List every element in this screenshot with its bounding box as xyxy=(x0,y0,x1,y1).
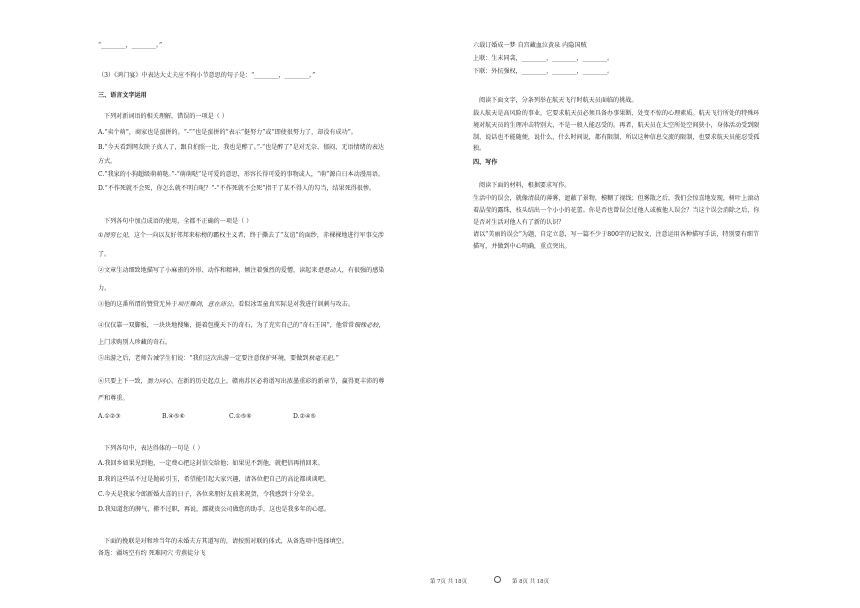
idiom: 秋毫无犯 xyxy=(308,355,333,362)
q3-option-c: C.今天是我家令郎新婚大喜的日子，各位来朋好友前来祝贺，令我感到十分荣幸。 xyxy=(98,491,318,498)
writing-requirement: 请以“美丽的误会”为题，自定立意，写一篇不少于800字的记叙文，注意运用各种描写手法，特别要有细节 xyxy=(473,231,759,238)
page-number-left: 第 7页 共 18页 xyxy=(430,579,467,585)
q2-item-6: ⑥只要上下一致，勠力同心，在新的历史起点上，赣南苏区必将谱写出浓墨重彩的新章节，赢得更丰沛的尊 xyxy=(98,378,385,385)
q1-option-d: D.“不作死就不会死，你怎么就不明白呢？”-“不作死就不会死”指干了某不得人的勾当，结果死得很惨。 xyxy=(98,185,376,192)
couplet-header: 六载订婚成一梦 自宫藏血泣黄泉 内隐国贼 xyxy=(473,42,587,49)
q4-options: 备选：疆场空有约 死难同穴 劳燕徒分飞 xyxy=(98,550,206,557)
q2-item-2-cont: 力。 xyxy=(98,285,111,292)
q3-option-d: D.我知道您的脾气，擀不过职，再说，鄙就贵公司做您的助手，这也是我多年的心愿。 xyxy=(98,506,331,513)
writing-stem: 阅读下面的材料，根据要求写作。 xyxy=(479,182,571,189)
q2-option-a: A.①②③ xyxy=(98,413,121,420)
reading-stem: 阅读下面文字，分条列举在航天飞行时航天员面临的挑战。 xyxy=(479,97,638,104)
fill-blank-line: “________，________。” xyxy=(98,42,163,49)
q2-item-5: ⑤出游之后，老师告诫学生们说：“我们这次出游一定要注意保护环境，要做到秋毫无犯。” xyxy=(98,355,339,362)
writing-material: 着晶莹的露珠，枝头结出一个小小的花蕾。你是否也曾误会过他人或被他人误会？当这个误会消除之后，你 xyxy=(473,207,760,214)
idiom: 图穷匕见 xyxy=(103,232,128,239)
binding-circle xyxy=(494,576,501,583)
idiom: 项庄舞剑，意在沛公 xyxy=(177,301,233,308)
q2-option-c: C.①⑤⑥ xyxy=(229,413,252,420)
question-hongmenyan: （3）《鸿门宴》中表达大丈夫应不拘小节意思的句子是：“________，________。” xyxy=(98,72,316,79)
section-title-language: 三、语言文字运用 xyxy=(98,92,147,99)
q2-stem: 下列各句中加点成语的使用，全都不正确的一项是（ ） xyxy=(104,218,253,225)
q2-item-4-cont: 上门求购别人珍藏的奇石。 xyxy=(98,339,172,346)
q3-stem: 下列各句中，表达得体的一句是（ ） xyxy=(104,445,204,452)
q2-option-b: B.④⑤⑥ xyxy=(162,413,185,420)
reading-text: 独。 xyxy=(473,145,486,152)
q2-item-3: ③他的这番所谓的赞赏无异于项庄舞剑，意在沛公，看似冰雪童真实际是对我进行讽刺与攻击。 xyxy=(98,301,354,308)
reading-text: 载人航天是高风险的事业，它要求航天员必须具备办事果断、处变不惊的心理素质。航天飞行所处的特殊环 xyxy=(473,110,760,117)
q2-item-2: ②文章生动细致地描写了小麻雀的外形、动作和精神，倾注着强烈的爱憎，读起来楚楚动人，有很强的感染 xyxy=(98,267,385,274)
writing-requirement: 描写，并做到中心明确，重点突出。 xyxy=(473,243,571,250)
idiom: 锱铢必较 xyxy=(354,322,379,329)
q1-stem: 下列对新词语的相关理解，错误的一项是（ ） xyxy=(104,113,228,120)
couplet-lower: 下联：外抗强权，________，________，________。 xyxy=(473,68,614,75)
q3-option-b: B.我的这些话不过是抛砖引玉，希望能引起大家兴趣，请各位把自己的高论都谈谈吧。 xyxy=(98,476,330,483)
page-number-right: 第 8页 共 18页 xyxy=(512,579,549,585)
q2-item-4: ④仅仅靠一双脚板，一块块地搜集，挺着包揽天下的奇石，为了充实自己的“奇石王国”，他常常锱铢必较， xyxy=(98,322,385,329)
reading-text: 境对航天员的生理冲击特别大，不是一般人能忍受的。再者，航天员在太空所处空间狭小，身体活动受到限 xyxy=(473,122,760,129)
q3-option-a: A.我回乡如果见到他，一定费心把这封信交给他；如果见不到他，就把信再捎回来。 xyxy=(98,460,324,467)
couplet-upper: 上联：生未同衾，________，________，________。 xyxy=(473,55,614,62)
q2-option-d: D.②④⑤ xyxy=(293,413,316,420)
q1-option-b-cont: 方式。 xyxy=(98,158,117,165)
q1-option-a: A.“卖个萌”，商家也是蛮拼的。“-”“也是蛮拼的”表示“挺努力”或“即使很努力了，却没有成功”。 xyxy=(98,129,357,136)
q2-item-6-cont: 严和尊重。 xyxy=(98,395,129,402)
q2-item-1-cont: 了。 xyxy=(98,251,111,258)
q1-option-b: B.“今天看到网友陕子真人了，跟自拍照一比，我也是醉了。”-“也是醉了”是对无奈、郁闷、无语情绪的表达 xyxy=(98,144,385,151)
idiom: 勠力同心 xyxy=(146,378,172,385)
section-title-writing: 四、写作 xyxy=(473,159,498,166)
q1-option-c: C.“我家的小狗超级萌萌哒。”-“萌萌哒”是可爱的意思，形容长得可爱的事物或人，“萌”源自日本动漫用语。 xyxy=(98,171,385,178)
idiom: 楚楚动人 xyxy=(317,267,342,274)
writing-material: 是否对生活对他人有了新的认识？ xyxy=(473,219,565,226)
q4-stem: 下面的挽联是对和珍当年的未婚夫方其道写的，请按照对联的体式，从备选项中选择填空。 xyxy=(104,538,348,545)
reading-text: 制，说话也不能随便，说什么，什么时间说，都有限制，所以这种信息交流的限制，也要求航天员能忍受孤 xyxy=(473,134,760,141)
writing-material: 生活中的误会，就像清晨的薄雾，遮蔽了景物，模糊了视线；但雾散之后，我们会惊喜地发现，树叶上滚动 xyxy=(473,195,760,202)
q2-item-1: ①图穷匕见，这个一向以友好邻邦来标榜的霸权主义者，终于撕去了“友谊”的面纱，赤裸裸地进行军事交涉 xyxy=(98,232,384,239)
